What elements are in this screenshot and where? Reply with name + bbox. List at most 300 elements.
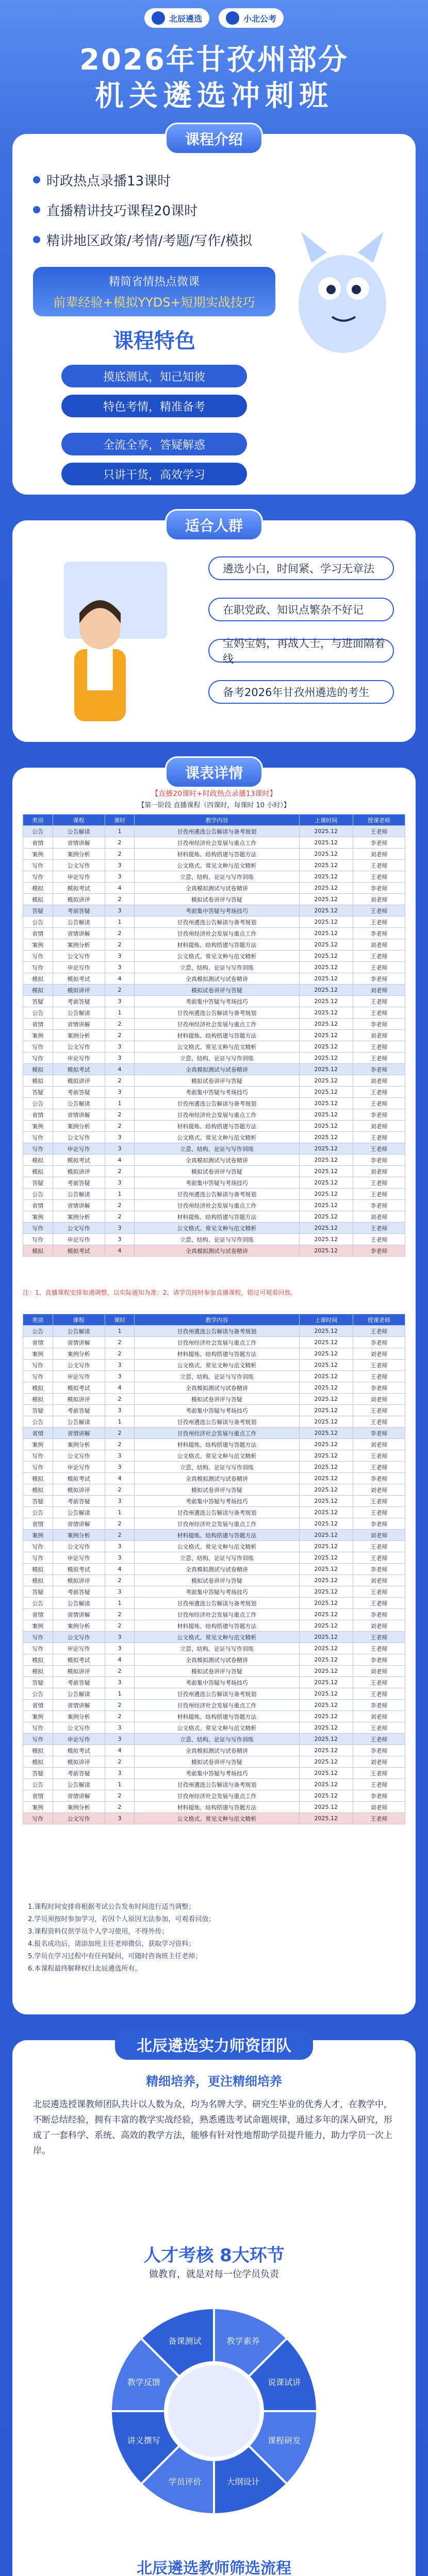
table-cell: 2 <box>105 837 135 849</box>
table-cell: 公文格式、常见文种与范文精析 <box>135 1041 299 1053</box>
table-cell: 王老师 <box>353 1643 405 1654</box>
table-cell: 刘老师 <box>353 1530 405 1541</box>
table-cell: 李老师 <box>353 928 405 939</box>
table-cell: 写作 <box>23 1053 53 1064</box>
table-cell: 公文写作 <box>53 1450 105 1462</box>
table-cell: 2025.12 <box>299 1132 353 1143</box>
table-cell: 甘孜州遴选公告解读与备考规划 <box>135 1007 299 1019</box>
table-cell: 申论写作 <box>53 1143 105 1155</box>
table-row <box>23 1677 405 1688</box>
table-cell: 2025.12 <box>299 1700 353 1711</box>
table-cell: 模拟讲评 <box>53 1075 105 1087</box>
table-cell: 2 <box>105 1802 135 1813</box>
table-cell: 王老师 <box>353 996 405 1007</box>
table-row <box>23 1234 405 1245</box>
table-cell: 公文写作 <box>53 1041 105 1053</box>
table-cell: 2 <box>105 1439 135 1450</box>
table-row <box>23 1007 405 1019</box>
table-cell: 案例 <box>23 1711 53 1722</box>
table-cell: 公文格式、常见文种与范文精析 <box>135 1541 299 1552</box>
table-row <box>23 905 405 917</box>
table-cell: 案例分析 <box>53 1211 105 1223</box>
table-cell: 公告 <box>23 1189 53 1200</box>
table-cell: 公告解读 <box>53 1598 105 1609</box>
table-cell: 考前答疑 <box>53 1768 105 1779</box>
table-cell: 3 <box>105 1677 135 1688</box>
table-cell: 甘孜州遴选公告解读与备考规划 <box>135 1598 299 1609</box>
table-cell: 公告解读 <box>53 826 105 837</box>
table-cell: 考前答疑 <box>53 1087 105 1098</box>
table-cell: 2025.12 <box>299 1405 353 1416</box>
table-cell: 2025.12 <box>299 1211 353 1223</box>
table-cell: 案例分析 <box>53 939 105 951</box>
table-cell: 王老师 <box>353 1098 405 1109</box>
table-cell: 写作 <box>23 1132 53 1143</box>
bullet-dot-icon <box>33 236 40 243</box>
table-row <box>23 1564 405 1575</box>
table-cell: 1 <box>105 1007 135 1019</box>
table-cell: 模拟 <box>23 1382 53 1394</box>
table-cell: 2025.12 <box>299 1496 353 1507</box>
table-cell: 3 <box>105 951 135 962</box>
table-cell: 2025.12 <box>299 1564 353 1575</box>
table-cell: 2025.12 <box>299 928 353 939</box>
schedule-card <box>12 765 416 2014</box>
table-cell: 王老师 <box>353 1326 405 1337</box>
table-row <box>23 1722 405 1734</box>
table-cell: 王老师 <box>353 1779 405 1790</box>
table-cell: 王老师 <box>353 1177 405 1189</box>
table-cell: 公告 <box>23 917 53 928</box>
table-cell: 省情讲解 <box>53 1700 105 1711</box>
table-row <box>23 1087 405 1098</box>
table-cell: 2025.12 <box>299 1030 353 1041</box>
table-cell: 模拟 <box>23 1166 53 1177</box>
table-cell: 2025.12 <box>299 837 353 849</box>
table-cell: 1 <box>105 1688 135 1700</box>
table-cell: 申论写作 <box>53 1552 105 1564</box>
table-cell: 模拟 <box>23 1564 53 1575</box>
table-cell: 省情讲解 <box>53 1428 105 1439</box>
logo-mark-icon <box>152 11 165 25</box>
schedule-table-2 <box>23 1314 405 1824</box>
table-cell: 2025.12 <box>299 1756 353 1768</box>
table-cell: 2025.12 <box>299 939 353 951</box>
table-cell: 立意、结构、论证与写作训练 <box>135 871 299 883</box>
table-cell: 写作 <box>23 1371 53 1382</box>
table-cell: 4 <box>105 1654 135 1666</box>
table-cell: 2025.12 <box>299 1166 353 1177</box>
table-cell: 考前答疑 <box>53 1177 105 1189</box>
table-cell: 模拟考试 <box>53 973 105 985</box>
table-cell: 写作 <box>23 1462 53 1473</box>
table-cell: 王老师 <box>353 1768 405 1779</box>
table-cell: 王老师 <box>353 1087 405 1098</box>
intro-box-line-1: 精简省情热点微课 <box>108 276 200 289</box>
table-cell: 模拟 <box>23 1575 53 1586</box>
table-cell: 甘孜州经济社会发展与重点工作 <box>135 1518 299 1530</box>
table-cell: 甘孜州经济社会发展与重点工作 <box>135 928 299 939</box>
table-cell: 省情讲解 <box>53 1518 105 1530</box>
table-row <box>23 1745 405 1756</box>
table-cell: 3 <box>105 1496 135 1507</box>
table-cell: 考前答疑 <box>53 1586 105 1598</box>
table-cell: 省情 <box>23 1700 53 1711</box>
table-cell: 4 <box>105 1382 135 1394</box>
table-cell: 考前答疑 <box>53 1677 105 1688</box>
table-cell: 公告解读 <box>53 1507 105 1518</box>
table-cell: 公文写作 <box>53 1223 105 1234</box>
table-cell: 写作 <box>23 1360 53 1371</box>
table-cell: 模拟试卷讲评与答疑 <box>135 1484 299 1496</box>
table-row <box>23 1609 405 1620</box>
table-cell: 3 <box>105 1643 135 1654</box>
table-row <box>23 1530 405 1541</box>
table-cell: 王老师 <box>353 1496 405 1507</box>
table-cell: 甘孜州遴选公告解读与备考规划 <box>135 1098 299 1109</box>
table-row <box>23 917 405 928</box>
table-cell: 写作 <box>23 1813 53 1824</box>
table-cell: 2025.12 <box>299 1223 353 1234</box>
table-cell: 省情 <box>23 837 53 849</box>
table-cell: 4 <box>105 1245 135 1257</box>
table-cell: 王老师 <box>353 1416 405 1428</box>
table-cell: 模拟讲评 <box>53 1666 105 1677</box>
table-cell: 李老师 <box>353 1155 405 1166</box>
logo-beichen <box>144 8 209 28</box>
table-cell: 王老师 <box>353 962 405 973</box>
table-cell: 1 <box>105 1326 135 1337</box>
table-cell: 2025.12 <box>299 1575 353 1586</box>
intro-bullet: 直播精讲技巧课程20课时 <box>33 195 252 225</box>
note-item: 5.学员在学习过程中有任何疑问，可随时咨询班主任老师； <box>28 1953 202 1960</box>
table-cell: 公告解读 <box>53 1326 105 1337</box>
ring-label: 讲义撰写 <box>127 2435 160 2446</box>
table-cell: 答疑 <box>23 1405 53 1416</box>
table-row <box>23 826 405 837</box>
table-cell: 2025.12 <box>299 962 353 973</box>
table-cell: 刘老师 <box>353 1030 405 1041</box>
table-cell: 材料提炼、结构搭建与答题方法 <box>135 1711 299 1722</box>
table-cell: 材料提炼、结构搭建与答题方法 <box>135 1348 299 1360</box>
table-cell: 立意、结构、论证与写作训练 <box>135 1053 299 1064</box>
table-cell: 2025.12 <box>299 1541 353 1552</box>
table-cell: 3 <box>105 1371 135 1382</box>
table-row <box>23 1098 405 1109</box>
table-cell: 2 <box>105 1518 135 1530</box>
table-cell: 案例分析 <box>53 1439 105 1450</box>
table-cell: 王老师 <box>353 1541 405 1552</box>
table-cell: 刘老师 <box>353 1484 405 1496</box>
table-row <box>23 1223 405 1234</box>
table-cell: 2025.12 <box>299 1620 353 1632</box>
table-cell: 2025.12 <box>299 1813 353 1824</box>
table-cell: 4 <box>105 973 135 985</box>
table-row <box>23 1450 405 1462</box>
table-cell: 刘老师 <box>353 1666 405 1677</box>
table-cell: 2 <box>105 1166 135 1177</box>
table-cell: 案例分析 <box>53 849 105 860</box>
table-cell: 模拟考试 <box>53 1745 105 1756</box>
table-cell: 2025.12 <box>299 1416 353 1428</box>
table-cell: 2025.12 <box>299 1507 353 1518</box>
table-cell: 王老师 <box>353 860 405 871</box>
table-cell: 模拟试卷讲评与答疑 <box>135 1075 299 1087</box>
table-cell: 申论写作 <box>53 1234 105 1245</box>
table-cell: 模拟试卷讲评与答疑 <box>135 1394 299 1405</box>
ring-label: 学员评价 <box>168 2477 202 2487</box>
table-cell: 甘孜州经济社会发展与重点工作 <box>135 1790 299 1802</box>
table-cell: 全真模拟测试与试卷精讲 <box>135 1473 299 1484</box>
table-cell: 模拟 <box>23 1745 53 1756</box>
table-cell: 2 <box>105 1575 135 1586</box>
note-item: 4.报名成功后，请添加班主任老师微信，获取学习资料； <box>28 1940 195 1948</box>
table-row <box>23 1245 405 1257</box>
table-cell: 2 <box>105 1790 135 1802</box>
table-cell: 模拟讲评 <box>53 1756 105 1768</box>
assess-subtitle: 做教育，就是对每一位学员负责 <box>149 2269 279 2280</box>
table-cell: 公文格式、常见文种与范文精析 <box>135 860 299 871</box>
notes-list <box>28 1901 399 1975</box>
table-cell: 全真模拟测试与试卷精讲 <box>135 1654 299 1666</box>
table-row <box>23 1121 405 1132</box>
table-header-cell: 课时 <box>105 815 135 826</box>
table-cell: 材料提炼、结构搭建与答题方法 <box>135 1439 299 1450</box>
table-cell: 2025.12 <box>299 905 353 917</box>
table-cell: 李老师 <box>353 1609 405 1620</box>
table-cell: 刘老师 <box>353 1394 405 1405</box>
table-row <box>23 1462 405 1473</box>
table-cell: 立意、结构、论证与写作训练 <box>135 1462 299 1473</box>
table-cell: 2025.12 <box>299 1053 353 1064</box>
table-cell: 2025.12 <box>299 1473 353 1484</box>
table-cell: 省情 <box>23 1109 53 1121</box>
table-row <box>23 837 405 849</box>
table-row <box>23 1756 405 1768</box>
table-cell: 刘老师 <box>353 1075 405 1087</box>
table-row <box>23 1394 405 1405</box>
fit-tag: 适合人群 <box>165 509 263 541</box>
table-header-cell: 授课老师 <box>353 815 405 826</box>
table-cell: 1 <box>105 1507 135 1518</box>
intro-highlight-box <box>33 267 275 316</box>
table-cell: 2 <box>105 1484 135 1496</box>
table-cell: 2025.12 <box>299 1711 353 1722</box>
note-item: 3.课程资料仅供学员个人学习使用，不得外传； <box>28 1928 169 1936</box>
table-cell: 李老师 <box>353 1200 405 1211</box>
table-cell: 刘老师 <box>353 1121 405 1132</box>
table-cell: 模拟讲评 <box>53 894 105 905</box>
table-cell: 王老师 <box>353 1189 405 1200</box>
table-cell: 刘老师 <box>353 1756 405 1768</box>
table-cell: 3 <box>105 996 135 1007</box>
table-cell: 王老师 <box>353 1007 405 1019</box>
table-cell: 2025.12 <box>299 1734 353 1745</box>
table-cell: 公告解读 <box>53 1189 105 1200</box>
table-cell: 2025.12 <box>299 1768 353 1779</box>
table-cell: 材料提炼、结构搭建与答题方法 <box>135 1211 299 1223</box>
table-cell: 全真模拟测试与试卷精讲 <box>135 1155 299 1166</box>
feature-pill: 摸底测试，知己知彼 <box>61 365 247 387</box>
table-cell: 省情 <box>23 1428 53 1439</box>
table-cell: 写作 <box>23 1722 53 1734</box>
flow-title: 北辰遴选教师筛选流程 <box>137 2560 291 2576</box>
table-cell: 模拟 <box>23 1155 53 1166</box>
table-cell: 案例分析 <box>53 1030 105 1041</box>
ring-label: 备课测试 <box>168 2336 202 2346</box>
table-cell: 1 <box>105 1416 135 1428</box>
table-cell: 1 <box>105 1779 135 1790</box>
table-cell: 模拟考试 <box>53 1564 105 1575</box>
table-cell: 省情 <box>23 1518 53 1530</box>
feature-pill: 只讲干货，高效学习 <box>61 463 247 485</box>
table-cell: 公告解读 <box>53 1779 105 1790</box>
table-cell: 申论写作 <box>53 1643 105 1654</box>
table-cell: 李老师 <box>353 883 405 894</box>
table-cell: 3 <box>105 1177 135 1189</box>
table-cell: 申论写作 <box>53 1371 105 1382</box>
table-cell: 答疑 <box>23 905 53 917</box>
table-cell: 写作 <box>23 1223 53 1234</box>
table-cell: 省情 <box>23 1337 53 1348</box>
table-cell: 省情讲解 <box>53 928 105 939</box>
team-sub-title: 精细培养，更注精细培养 <box>146 2074 282 2089</box>
table-cell: 王老师 <box>353 1223 405 1234</box>
table-cell: 甘孜州遴选公告解读与备考规划 <box>135 1189 299 1200</box>
table-cell: 模拟 <box>23 883 53 894</box>
table-cell: 王老师 <box>353 1405 405 1416</box>
table-cell: 2 <box>105 1075 135 1087</box>
table-cell: 李老师 <box>353 1564 405 1575</box>
table-cell: 全真模拟测试与试卷精讲 <box>135 883 299 894</box>
table-cell: 2025.12 <box>299 1802 353 1813</box>
table-cell: 2025.12 <box>299 1189 353 1200</box>
intro-bullet: 时政热点录播13课时 <box>33 165 252 195</box>
table-cell: 全真模拟测试与试卷精讲 <box>135 973 299 985</box>
table-cell: 3 <box>105 962 135 973</box>
table-cell: 2 <box>105 1121 135 1132</box>
table-row <box>23 1405 405 1416</box>
table-cell: 2 <box>105 1030 135 1041</box>
table-cell: 王老师 <box>353 1360 405 1371</box>
table-cell: 立意、结构、论证与写作训练 <box>135 1552 299 1564</box>
table-cell: 案例 <box>23 1530 53 1541</box>
schedule-table-1 <box>23 814 405 1257</box>
table-cell: 2025.12 <box>299 1041 353 1053</box>
table-cell: 答疑 <box>23 1177 53 1189</box>
bullet-dot-icon <box>33 206 40 213</box>
table-cell: 模拟考试 <box>53 1155 105 1166</box>
table-cell: 立意、结构、论证与写作训练 <box>135 1371 299 1382</box>
table-cell: 李老师 <box>353 1700 405 1711</box>
table-cell: 3 <box>105 1053 135 1064</box>
table-row <box>23 894 405 905</box>
table-cell: 甘孜州经济社会发展与重点工作 <box>135 1109 299 1121</box>
table-cell: 2025.12 <box>299 1722 353 1734</box>
table-row <box>23 1166 405 1177</box>
table-cell: 公文格式、常见文种与范文精析 <box>135 1132 299 1143</box>
fit-item: 遴选小白，时间紧、学习无章法 <box>208 556 394 580</box>
table-row <box>23 1632 405 1643</box>
table-cell: 2025.12 <box>299 1348 353 1360</box>
table-row <box>23 985 405 996</box>
table-row <box>23 1428 405 1439</box>
schedule-table <box>23 1314 405 1824</box>
table-cell: 公文写作 <box>53 1360 105 1371</box>
table-cell: 王老师 <box>353 1734 405 1745</box>
note-item: 6.本课程最终解释权归北辰遴选所有。 <box>28 1965 142 1973</box>
table-cell: 王老师 <box>353 1132 405 1143</box>
table-cell: 2 <box>105 1019 135 1030</box>
logo-xiaobei <box>219 8 284 28</box>
table-cell: 王老师 <box>353 1234 405 1245</box>
table-cell: 答疑 <box>23 1087 53 1098</box>
table-cell: 公告 <box>23 1326 53 1337</box>
table-cell: 模拟试卷讲评与答疑 <box>135 894 299 905</box>
table-cell: 申论写作 <box>53 1734 105 1745</box>
table-header-cell: 课程 <box>53 815 105 826</box>
fit-item: 在职党政、知识点繁杂不好记 <box>208 598 394 621</box>
table-cell: 公告 <box>23 826 53 837</box>
teacher-illustration <box>33 551 183 726</box>
table-cell: 李老师 <box>353 837 405 849</box>
fit-card <box>12 517 416 742</box>
table-cell: 王老师 <box>353 1507 405 1518</box>
table-cell: 3 <box>105 1143 135 1155</box>
table-cell: 材料提炼、结构搭建与答题方法 <box>135 1530 299 1541</box>
table-cell: 3 <box>105 1632 135 1643</box>
table-row <box>23 883 405 894</box>
table-cell: 省情 <box>23 928 53 939</box>
table-cell: 省情讲解 <box>53 1609 105 1620</box>
table-cell: 4 <box>105 1473 135 1484</box>
table-row <box>23 1779 405 1790</box>
table-cell: 模拟考试 <box>53 1473 105 1484</box>
table-cell: 李老师 <box>353 973 405 985</box>
table-cell: 2 <box>105 985 135 996</box>
table-cell: 王老师 <box>353 905 405 917</box>
table-cell: 2025.12 <box>299 871 353 883</box>
table-cell: 考前答疑 <box>53 996 105 1007</box>
table-cell: 王老师 <box>353 1041 405 1053</box>
table-cell: 案例 <box>23 1121 53 1132</box>
schedule-footnote: 注：1、直播课程安排如遇调整，以实际通知为准；2、请学员按时参加直播课程，错过可观看回放。 <box>23 1289 297 1296</box>
table-cell: 甘孜州经济社会发展与重点工作 <box>135 1609 299 1620</box>
table-cell: 2025.12 <box>299 1121 353 1132</box>
note-item: 2.学员须按时参加学习，若因个人原因无法参加，可观看回放； <box>28 1916 216 1923</box>
table-cell: 考前答疑 <box>53 905 105 917</box>
table-row <box>23 1552 405 1564</box>
table-cell: 3 <box>105 1586 135 1598</box>
table-cell: 案例 <box>23 1802 53 1813</box>
table-cell: 2025.12 <box>299 1200 353 1211</box>
table-header-cell: 上课时间 <box>299 1314 353 1326</box>
table-cell: 模拟试卷讲评与答疑 <box>135 1756 299 1768</box>
table-row <box>23 1620 405 1632</box>
table-cell: 甘孜州遴选公告解读与备考规划 <box>135 1688 299 1700</box>
table-cell: 案例 <box>23 939 53 951</box>
table-row <box>23 1473 405 1484</box>
table-cell: 王老师 <box>353 826 405 837</box>
table-cell: 2025.12 <box>299 1019 353 1030</box>
table-row <box>23 1496 405 1507</box>
table-cell: 写作 <box>23 1541 53 1552</box>
table-cell: 2 <box>105 1428 135 1439</box>
team-description: 北辰遴选授课教师团队共计以人数为众，均为名牌大学、研究生毕业的优秀人才，在教学中，不断总结经验，拥有丰富的教学实战经验，熟悉遴选考试命题规律，通过多年的深入研究，形成了一套科学、系统、高效的教学方法，能够有针对性地帮助学员提升能力，助力学员一次上岸。 <box>33 2099 392 2156</box>
table-cell: 甘孜州经济社会发展与重点工作 <box>135 1337 299 1348</box>
intro-tag: 课程介绍 <box>165 123 263 155</box>
table-cell: 立意、结构、论证与写作训练 <box>135 1643 299 1654</box>
